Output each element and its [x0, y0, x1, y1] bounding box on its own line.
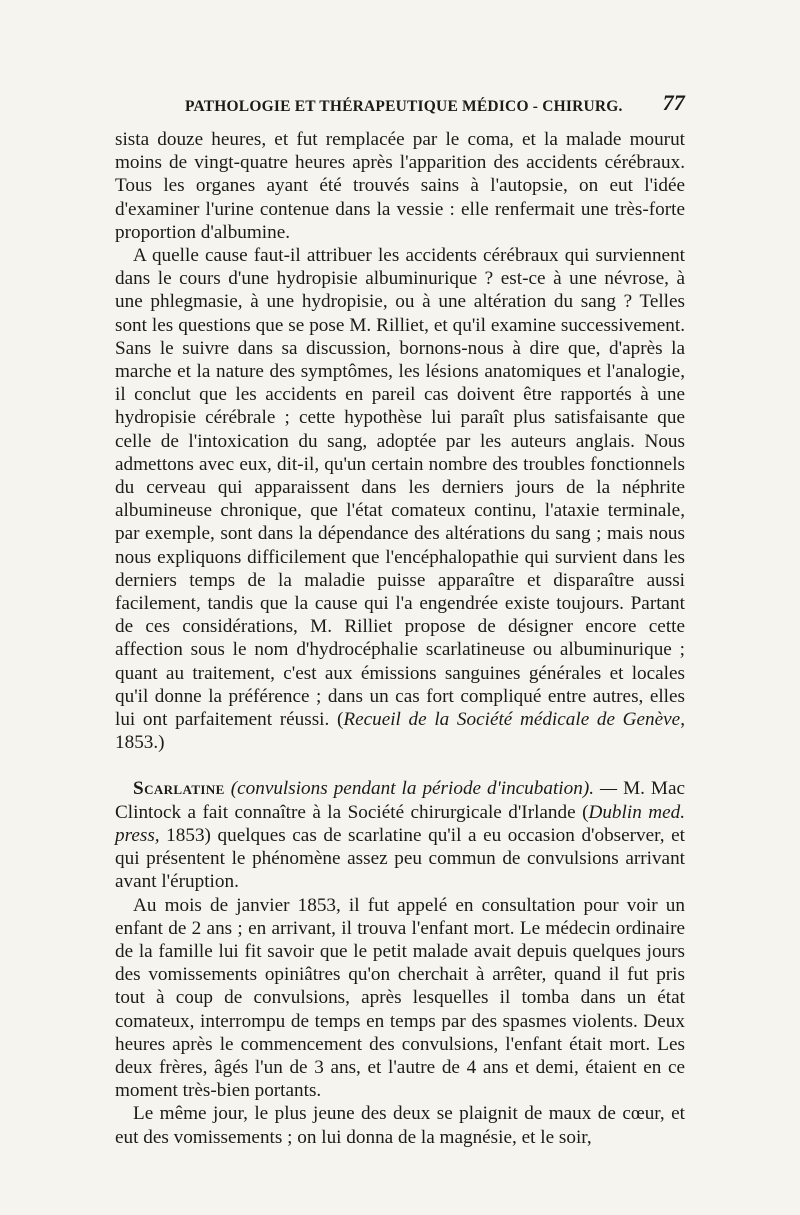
running-title: PATHOLOGIE ET THÉRAPEUTIQUE MÉDICO - CHIRURG. — [185, 98, 623, 115]
citation: Recueil de la Société médicale de Genève — [343, 709, 681, 731]
citation: Dublin med. press, — [115, 801, 685, 846]
section-subheading: (convulsions pendant la période d'incubation). — — [224, 778, 624, 800]
paragraph: Au mois de janvier 1853, il fut appelé en consultation pour voir un enfant de 2 ans ; en arrivant, il trouva l'enfant mort. Le médecin ordinaire de la famille lui fit savoir que le petit malade avait depuis quelques jours des vomissements opiniâtres qu'on cherchait à arrêter, quand il fut pris tout à coup de convulsions, après lesquelles il tomba dans un état comateux, interrompu de temps en temps par des spasmes violents. Deux heures après le commencement des convulsions, l'enfant était mort. Les deux frères, âgés l'un de 3 ans, et l'autre de 4 ans et demi, étaient en ce moment très-bien portants. — [115, 894, 685, 1102]
body-text — [115, 128, 685, 1149]
section-heading: Scarlatine — [133, 778, 225, 800]
paragraph: Scarlatine (convulsions pendant la période d'incubation). — M. Mac Clintock a fait connaître à la Société chirurgicale d'Irlande (Dublin med. press, 1853) quelques cas de scarlatine qu'il a eu occasion d'observer, et qui présentent le phénomène assez peu commun de convulsions arrivant avant l'éruption. — [115, 778, 686, 893]
running-header — [115, 88, 685, 128]
document-page — [115, 88, 685, 1149]
paragraph: sista douze heures, et fut remplacée par le coma, et la malade mourut moins de vingt-quatre heures après l'apparition des accidents cérébraux. Tous les organes ayant été trouvés sains à l'autopsie, on eut l'idée d'examiner l'urine contenue dans la vessie : elle renfermait une très-forte proportion d'albumine. — [115, 129, 685, 243]
paragraph: Le même jour, le plus jeune des deux se plaignit de maux de cœur, et eut des vomissements ; on lui donna de la magnésie, et le soir, — [115, 1103, 685, 1148]
paragraph: A quelle cause faut-il attribuer les accidents cérébraux qui surviennent dans le cours d'une hydropisie albuminurique ? est-ce à une névrose, à une phlegmasie, à une hydropisie, ou à une altération du sang ? Telles sont les questions que se pose M. Rilliet, et qu'il examine successivement. Sans le suivre dans sa discussion, bornons-nous à dire que, d'après la marche et la nature des symptômes, les lésions anatomiques et l'analogie, il conclut que les accidents en pareil cas doivent être rapportés à une hydropisie cérébrale ; cette hypothèse lui paraît plus satisfaisante que celle de l'intoxication du sang, adoptée par les auteurs anglais. Nous admettons avec eux, dit-il, qu'un certain nombre des troubles fonctionnels du cerveau qui apparaissent dans les derniers jours de la néphrite albumineuse chronique, que l'état comateux continu, l'ataxie terminale, par exemple, sont dans la dépendance des altérations du sang ; mais nous nous expliquons difficilement que l'encéphalopathie qui survient dans les derniers temps de la maladie puisse apparaître et disparaître aussi facilement, tandis que la cause qui l'a engendrée existe toujours. Partant de ces considérations, M. Rilliet propose de désigner encore cette affection sous le nom d'hydrocéphalie scarlatineuse ou albuminurique ; quant au traitement, c'est aux émissions sanguines générales et locales qu'il donne la préférence ; dans un cas fort compliqué entre autres, elles lui ont parfaitement réussi. (Recueil de la Société médicale de Genève, 1853.) — [115, 245, 685, 754]
page-number: 77 — [662, 90, 685, 115]
